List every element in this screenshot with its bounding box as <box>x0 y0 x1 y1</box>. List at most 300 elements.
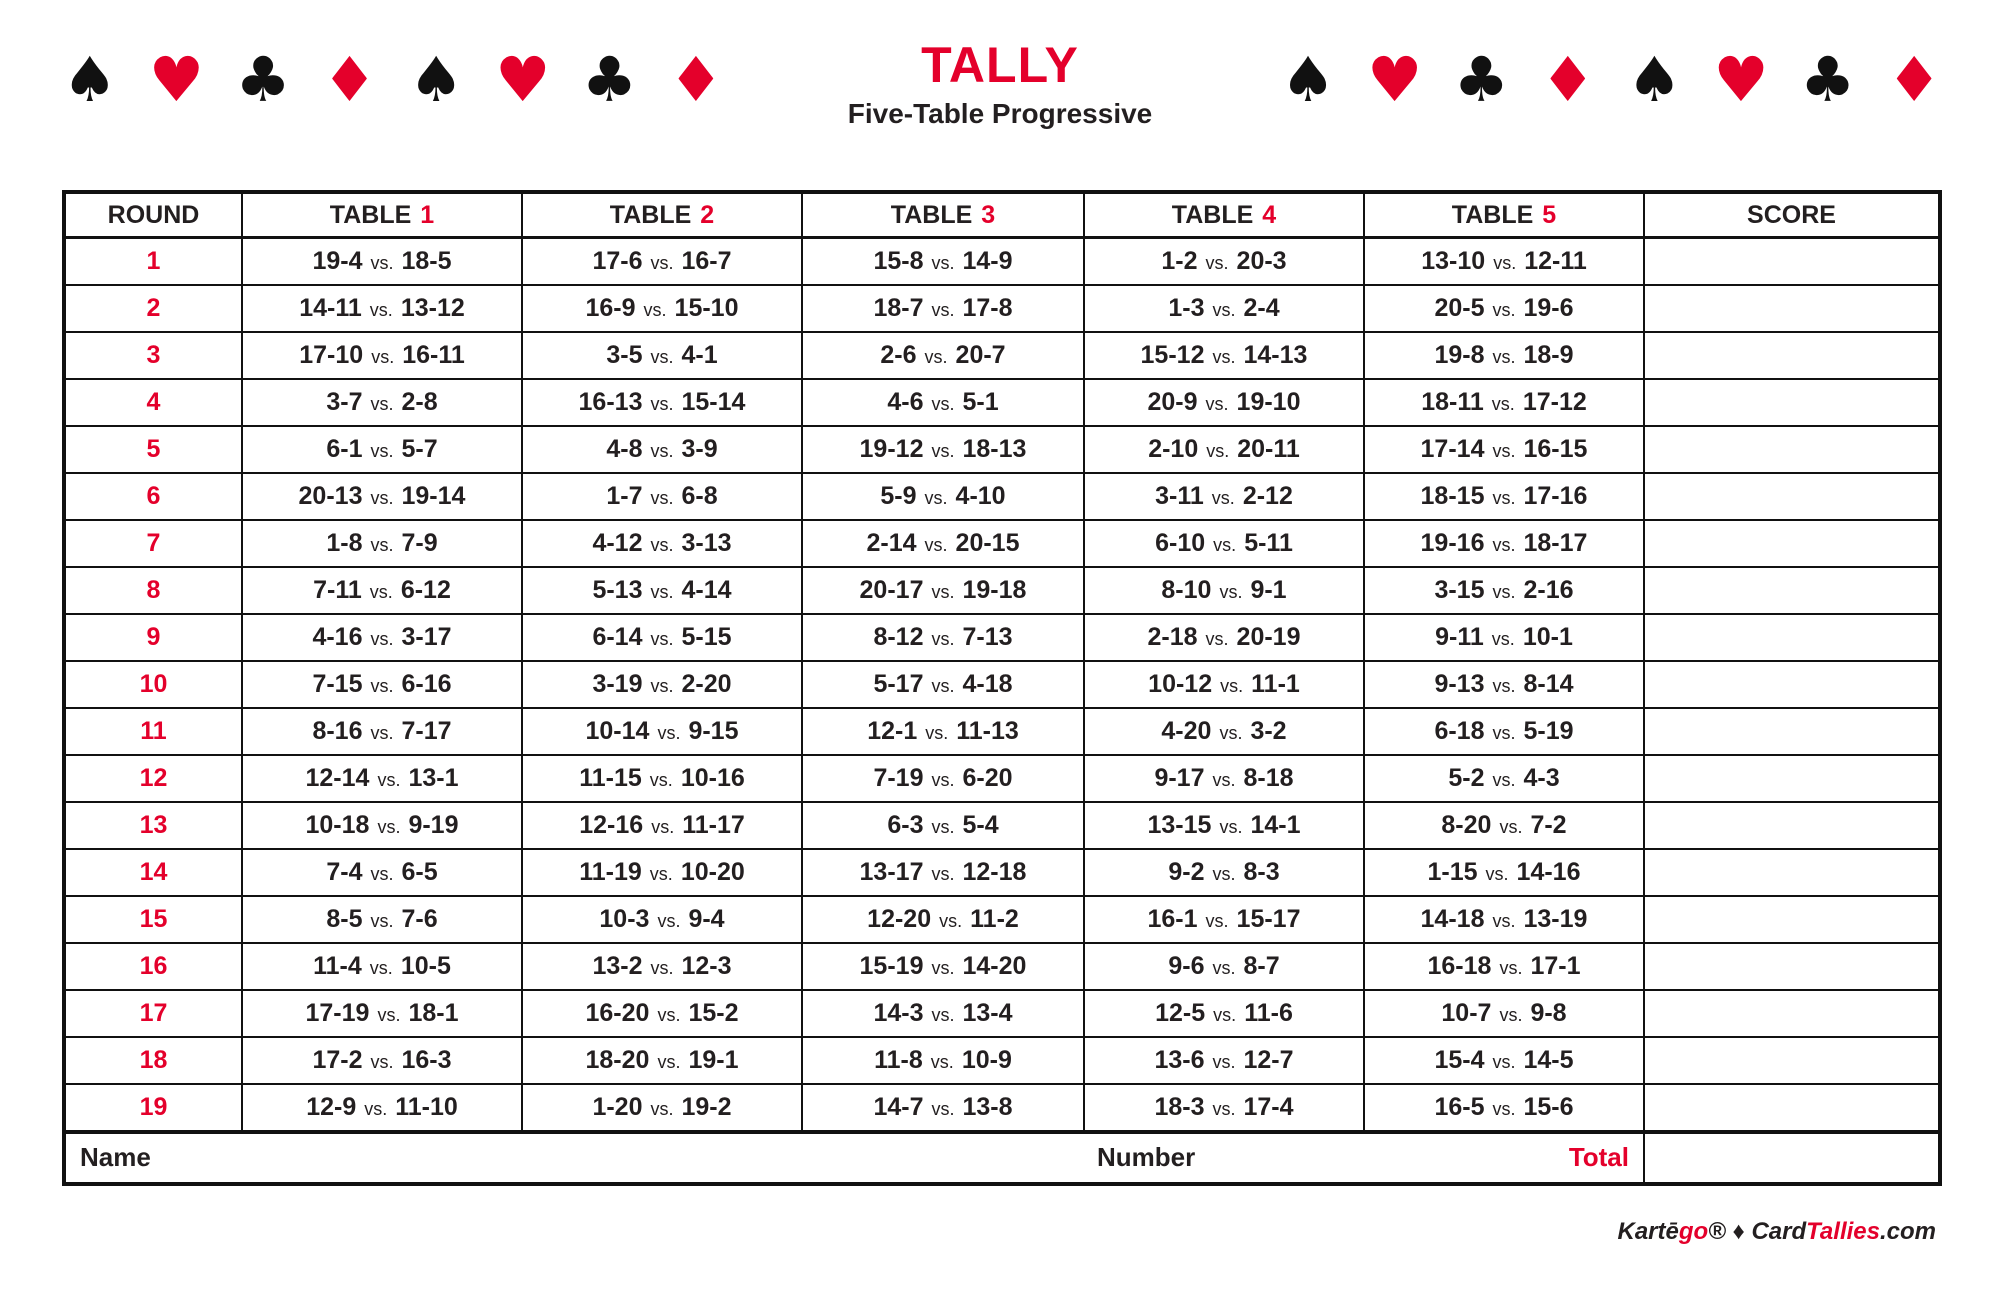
vs-label: vs. <box>650 1099 674 1119</box>
pairing-cell <box>1364 1084 1644 1132</box>
pair-b: 7-9 <box>401 529 438 557</box>
pair-a: 3-19 <box>592 670 643 698</box>
pair-a: 10-12 <box>1148 670 1213 698</box>
pair-b: 12-7 <box>1243 1046 1294 1074</box>
pair-b: 6-12 <box>400 576 451 604</box>
pair-b: 9-19 <box>408 811 459 839</box>
pair-a: 8-16 <box>312 717 363 745</box>
pair-b: 3-17 <box>401 623 452 651</box>
round-number: 10 <box>64 661 242 708</box>
heart-icon: ♥ <box>148 43 205 116</box>
pairing-cell <box>1084 990 1364 1037</box>
score-cell <box>1644 990 1940 1037</box>
table-label: TABLE <box>1171 200 1254 229</box>
pairing-cell <box>802 755 1084 802</box>
round-row <box>64 755 1940 802</box>
round-row <box>64 802 1940 849</box>
col-header-table-4 <box>1084 192 1364 238</box>
pair-a: 6-1 <box>326 435 363 463</box>
pair-b: 11-6 <box>1244 999 1293 1027</box>
round-number: 17 <box>64 990 242 1037</box>
pair-a: 18-20 <box>585 1046 650 1074</box>
pairing-cell <box>242 1037 522 1084</box>
pair-b: 11-13 <box>956 717 1019 745</box>
pair-a: 10-18 <box>305 811 370 839</box>
pairing-cell <box>1084 332 1364 379</box>
pair-b: 2-16 <box>1523 576 1574 604</box>
pair-a: 17-19 <box>305 999 370 1027</box>
pair-a: 11-8 <box>874 1046 923 1074</box>
pairing-cell <box>802 896 1084 943</box>
branding-part: ♦ <box>1732 1218 1752 1245</box>
pairing-cell <box>1084 849 1364 896</box>
pair-a: 19-8 <box>1434 341 1485 369</box>
pairing-cell <box>802 708 1084 755</box>
pairing-cell <box>242 849 522 896</box>
pair-b: 17-4 <box>1243 1093 1294 1121</box>
pair-a: 1-2 <box>1161 247 1198 275</box>
round-row <box>64 379 1940 426</box>
vs-label: vs. <box>1492 770 1516 790</box>
score-cell <box>1644 332 1940 379</box>
vs-label: vs. <box>1492 535 1516 555</box>
branding-part: go <box>1678 1218 1709 1245</box>
vs-label: vs. <box>1212 300 1236 320</box>
vs-label: vs. <box>650 676 674 696</box>
pair-a: 16-5 <box>1434 1093 1485 1121</box>
pairing-cell <box>522 755 802 802</box>
pair-b: 11-10 <box>395 1093 458 1121</box>
pair-b: 15-2 <box>688 999 739 1027</box>
pairing-cell <box>1364 990 1644 1037</box>
round-number: 3 <box>64 332 242 379</box>
pairing-cell <box>802 614 1084 661</box>
pairing-cell <box>242 1084 522 1132</box>
pair-a: 13-15 <box>1147 811 1212 839</box>
vs-label: vs. <box>370 911 394 931</box>
pairing-cell <box>522 332 802 379</box>
pair-a: 8-10 <box>1161 576 1212 604</box>
vs-label: vs. <box>924 488 948 508</box>
pair-a: 18-3 <box>1154 1093 1205 1121</box>
score-cell <box>1644 802 1940 849</box>
spade-icon: ♠ <box>62 43 118 116</box>
pair-a: 6-14 <box>592 623 643 651</box>
vs-label: vs. <box>650 535 674 555</box>
score-cell <box>1644 708 1940 755</box>
pair-a: 13-17 <box>859 858 924 886</box>
pairing-cell <box>802 238 1084 286</box>
round-row <box>64 943 1940 990</box>
pair-a: 14-18 <box>1420 905 1485 933</box>
vs-label: vs. <box>377 1005 401 1025</box>
pair-a: 7-11 <box>313 576 362 604</box>
pairing-cell <box>802 1084 1084 1132</box>
heart-icon: ♥ <box>494 43 551 116</box>
pair-a: 11-15 <box>579 764 642 792</box>
vs-label: vs. <box>649 864 673 884</box>
pairing-cell <box>1364 943 1644 990</box>
branding <box>1618 1220 1937 1244</box>
pair-b: 7-17 <box>401 717 452 745</box>
pairing-cell <box>1084 1037 1364 1084</box>
pairing-cell <box>1084 661 1364 708</box>
pairing-cell <box>242 567 522 614</box>
pairing-cell <box>522 567 802 614</box>
pair-b: 12-3 <box>681 952 732 980</box>
pair-b: 11-17 <box>682 811 745 839</box>
pair-b: 20-15 <box>955 529 1020 557</box>
pair-b: 16-11 <box>402 341 465 369</box>
title-block <box>0 37 2000 129</box>
pair-b: 14-5 <box>1523 1046 1574 1074</box>
pair-a: 20-13 <box>298 482 363 510</box>
pair-b: 19-10 <box>1236 388 1301 416</box>
round-number: 12 <box>64 755 242 802</box>
pair-a: 10-7 <box>1441 999 1492 1027</box>
pair-b: 3-2 <box>1250 717 1287 745</box>
signature-row <box>64 1132 1940 1184</box>
branding-part: Tallies <box>1806 1218 1880 1245</box>
branding-part: .com <box>1879 1218 1936 1245</box>
pair-b: 8-7 <box>1243 952 1280 980</box>
diamond-icon: ♦ <box>1886 43 1942 116</box>
vs-label: vs. <box>1499 958 1523 978</box>
vs-label: vs. <box>931 300 955 320</box>
vs-label: vs. <box>1492 723 1516 743</box>
col-header-score: SCORE <box>1644 192 1940 238</box>
round-number: 15 <box>64 896 242 943</box>
club-icon: ♣ <box>1453 43 1510 116</box>
pair-b: 10-5 <box>400 952 451 980</box>
vs-label: vs. <box>370 676 394 696</box>
table-number: 2 <box>700 200 715 229</box>
pair-b: 8-14 <box>1523 670 1574 698</box>
round-row <box>64 708 1940 755</box>
pair-b: 5-7 <box>401 435 438 463</box>
vs-label: vs. <box>931 441 955 461</box>
pairing-cell <box>802 1037 1084 1084</box>
pairing-cell <box>522 1037 802 1084</box>
pair-b: 14-9 <box>962 247 1013 275</box>
round-number: 8 <box>64 567 242 614</box>
vs-label: vs. <box>1499 817 1523 837</box>
pair-b: 13-4 <box>962 999 1013 1027</box>
pairing-cell <box>1084 896 1364 943</box>
pairing-cell <box>1084 755 1364 802</box>
pair-a: 16-18 <box>1427 952 1492 980</box>
pair-a: 4-12 <box>592 529 643 557</box>
pair-a: 12-1 <box>867 717 918 745</box>
pairing-cell <box>1364 285 1644 332</box>
pair-a: 3-7 <box>326 388 363 416</box>
pair-b: 5-15 <box>681 623 732 651</box>
round-number: 9 <box>64 614 242 661</box>
header-row <box>64 192 1940 238</box>
pairing-cell <box>802 567 1084 614</box>
pairing-cell <box>242 708 522 755</box>
pair-a: 1-3 <box>1168 294 1205 322</box>
pair-b: 16-7 <box>681 247 732 275</box>
pairing-cell <box>802 520 1084 567</box>
pair-b: 17-1 <box>1530 952 1581 980</box>
branding-part: Kartē <box>1617 1218 1679 1245</box>
pairing-cell <box>802 473 1084 520</box>
pair-b: 6-16 <box>401 670 452 698</box>
diamond-icon: ♦ <box>1540 43 1596 116</box>
round-row <box>64 238 1940 286</box>
pair-b: 20-11 <box>1237 435 1300 463</box>
score-cell <box>1644 426 1940 473</box>
vs-label: vs. <box>1205 394 1229 414</box>
round-row <box>64 990 1940 1037</box>
total-label: Total <box>1568 1142 1629 1172</box>
round-number: 16 <box>64 943 242 990</box>
pair-b: 2-8 <box>401 388 438 416</box>
table-number: 1 <box>420 200 435 229</box>
spade-icon: ♠ <box>1626 43 1683 116</box>
pair-b: 6-5 <box>401 858 438 886</box>
club-icon: ♣ <box>1799 43 1856 116</box>
pair-b: 13-8 <box>962 1093 1013 1121</box>
vs-label: vs. <box>1492 911 1516 931</box>
pair-a: 3-5 <box>606 341 643 369</box>
pairing-cell <box>242 238 522 286</box>
pair-a: 20-5 <box>1434 294 1485 322</box>
pair-a: 17-2 <box>312 1046 363 1074</box>
vs-label: vs. <box>1492 441 1516 461</box>
vs-label: vs. <box>370 394 394 414</box>
pair-b: 15-14 <box>681 388 746 416</box>
vs-label: vs. <box>1212 1052 1236 1072</box>
total-score-cell <box>1644 1132 1940 1184</box>
pairing-cell <box>242 896 522 943</box>
vs-label: vs. <box>1211 488 1235 508</box>
pair-a: 2-10 <box>1148 435 1199 463</box>
pair-a: 5-17 <box>873 670 924 698</box>
pair-a: 16-20 <box>585 999 650 1027</box>
pair-b: 15-10 <box>674 294 739 322</box>
vs-label: vs. <box>931 1005 955 1025</box>
pairing-cell <box>242 614 522 661</box>
page-subtitle: Five-Table Progressive <box>847 98 1153 129</box>
pair-b: 20-19 <box>1236 623 1301 651</box>
vs-label: vs. <box>657 1052 681 1072</box>
pair-b: 11-2 <box>970 905 1019 933</box>
vs-label: vs. <box>657 911 681 931</box>
vs-label: vs. <box>1220 676 1244 696</box>
diamond-icon: ♦ <box>321 43 378 116</box>
vs-label: vs. <box>650 441 674 461</box>
vs-label: vs. <box>657 723 681 743</box>
pair-a: 11-19 <box>579 858 642 886</box>
vs-label: vs. <box>1485 864 1509 884</box>
pairing-cell <box>1364 849 1644 896</box>
pair-b: 17-8 <box>962 294 1013 322</box>
vs-label: vs. <box>1492 488 1516 508</box>
pair-b: 9-1 <box>1250 576 1287 604</box>
vs-label: vs. <box>1213 535 1237 555</box>
vs-label: vs. <box>1491 394 1515 414</box>
vs-label: vs. <box>369 958 393 978</box>
score-cell <box>1644 849 1940 896</box>
pairing-cell <box>242 755 522 802</box>
tally-rows <box>64 238 1940 1133</box>
pair-b: 13-12 <box>400 294 465 322</box>
pair-b: 4-10 <box>955 482 1006 510</box>
pair-a: 1-7 <box>606 482 643 510</box>
pair-a: 9-2 <box>1168 858 1205 886</box>
round-row <box>64 332 1940 379</box>
pair-b: 19-6 <box>1523 294 1574 322</box>
vs-label: vs. <box>369 300 393 320</box>
pairing-cell <box>1364 755 1644 802</box>
pairing-cell <box>522 896 802 943</box>
round-number: 7 <box>64 520 242 567</box>
vs-label: vs. <box>931 817 955 837</box>
vs-label: vs. <box>657 1005 681 1025</box>
col-header-table-5 <box>1364 192 1644 238</box>
pair-a: 19-16 <box>1420 529 1485 557</box>
vs-label: vs. <box>1212 1099 1236 1119</box>
pairing-cell <box>1364 332 1644 379</box>
pair-a: 4-20 <box>1161 717 1212 745</box>
round-number: 11 <box>64 708 242 755</box>
score-cell <box>1644 661 1940 708</box>
pair-a: 12-16 <box>579 811 644 839</box>
round-number: 4 <box>64 379 242 426</box>
table-number: 4 <box>1262 200 1277 229</box>
pair-a: 19-4 <box>312 247 363 275</box>
round-number: 18 <box>64 1037 242 1084</box>
col-header-table-2 <box>522 192 802 238</box>
pair-b: 15-6 <box>1523 1093 1574 1121</box>
pair-b: 13-1 <box>408 764 459 792</box>
pair-a: 15-8 <box>873 247 924 275</box>
vs-label: vs. <box>931 1099 955 1119</box>
pairing-cell <box>1084 802 1364 849</box>
pair-a: 10-14 <box>585 717 650 745</box>
round-row <box>64 896 1940 943</box>
vs-label: vs. <box>377 770 401 790</box>
pairing-cell <box>1364 614 1644 661</box>
heart-icon: ♥ <box>1366 43 1423 116</box>
pair-a: 16-13 <box>578 388 643 416</box>
pair-b: 6-8 <box>681 482 718 510</box>
vs-label: vs. <box>1499 1005 1523 1025</box>
pair-a: 12-9 <box>306 1093 357 1121</box>
pairing-cell <box>242 520 522 567</box>
vs-label: vs. <box>1492 1099 1516 1119</box>
pair-b: 2-4 <box>1243 294 1280 322</box>
pairing-cell <box>522 661 802 708</box>
pairing-cell <box>802 379 1084 426</box>
pair-a: 15-19 <box>859 952 924 980</box>
pair-b: 4-14 <box>681 576 732 604</box>
pairing-cell <box>242 943 522 990</box>
pair-b: 18-5 <box>401 247 452 275</box>
pairing-cell <box>1084 238 1364 286</box>
vs-label: vs. <box>931 676 955 696</box>
col-header-table-1 <box>242 192 522 238</box>
pairing-cell <box>522 426 802 473</box>
club-icon: ♣ <box>235 43 291 116</box>
pairing-cell <box>522 238 802 286</box>
round-row <box>64 849 1940 896</box>
pairing-cell <box>242 802 522 849</box>
pairing-cell <box>1084 943 1364 990</box>
pair-a: 8-20 <box>1441 811 1492 839</box>
pair-a: 14-3 <box>873 999 924 1027</box>
pair-b: 2-20 <box>681 670 732 698</box>
pair-a: 13-6 <box>1154 1046 1205 1074</box>
pair-b: 10-20 <box>680 858 745 886</box>
vs-label: vs. <box>369 582 393 602</box>
vs-label: vs. <box>931 958 955 978</box>
vs-label: vs. <box>939 911 963 931</box>
pair-b: 14-13 <box>1243 341 1308 369</box>
score-cell <box>1644 238 1940 286</box>
pair-a: 8-5 <box>326 905 363 933</box>
pairing-cell <box>522 1084 802 1132</box>
round-row <box>64 520 1940 567</box>
pairing-cell <box>1084 1084 1364 1132</box>
spade-icon: ♠ <box>1280 43 1336 116</box>
table-label: TABLE <box>890 200 973 229</box>
name-number-total-cell <box>64 1132 1644 1184</box>
vs-label: vs. <box>1219 582 1243 602</box>
pair-b: 5-19 <box>1523 717 1574 745</box>
pair-a: 20-17 <box>859 576 924 604</box>
branding-part: ® <box>1708 1218 1733 1245</box>
score-cell <box>1644 567 1940 614</box>
pairing-cell <box>1364 426 1644 473</box>
pairing-cell <box>1084 426 1364 473</box>
pair-a: 13-10 <box>1421 247 1486 275</box>
pairing-cell <box>1084 567 1364 614</box>
pair-b: 20-7 <box>955 341 1006 369</box>
pair-a: 12-5 <box>1155 999 1206 1027</box>
pair-a: 12-14 <box>305 764 370 792</box>
vs-label: vs. <box>1491 629 1515 649</box>
round-number: 6 <box>64 473 242 520</box>
vs-label: vs. <box>377 817 401 837</box>
round-row <box>64 614 1940 661</box>
vs-label: vs. <box>924 535 948 555</box>
branding-part: Card <box>1751 1218 1807 1245</box>
pair-a: 1-8 <box>326 529 363 557</box>
pair-a: 9-13 <box>1434 670 1485 698</box>
pairing-cell <box>522 379 802 426</box>
vs-label: vs. <box>1212 958 1236 978</box>
vs-label: vs. <box>1213 1005 1237 1025</box>
pair-b: 18-1 <box>408 999 459 1027</box>
pair-a: 7-19 <box>873 764 924 792</box>
pairing-cell <box>522 473 802 520</box>
spade-icon: ♠ <box>408 43 464 116</box>
pair-b: 18-17 <box>1523 529 1588 557</box>
pairing-cell <box>522 849 802 896</box>
score-cell <box>1644 379 1940 426</box>
score-cell <box>1644 896 1940 943</box>
pair-a: 13-2 <box>592 952 643 980</box>
table-label: TABLE <box>1451 200 1534 229</box>
diamond-icon: ♦ <box>668 43 724 116</box>
vs-label: vs. <box>370 1052 394 1072</box>
pair-b: 11-1 <box>1251 670 1300 698</box>
pair-a: 2-14 <box>866 529 917 557</box>
pairing-cell <box>522 285 802 332</box>
